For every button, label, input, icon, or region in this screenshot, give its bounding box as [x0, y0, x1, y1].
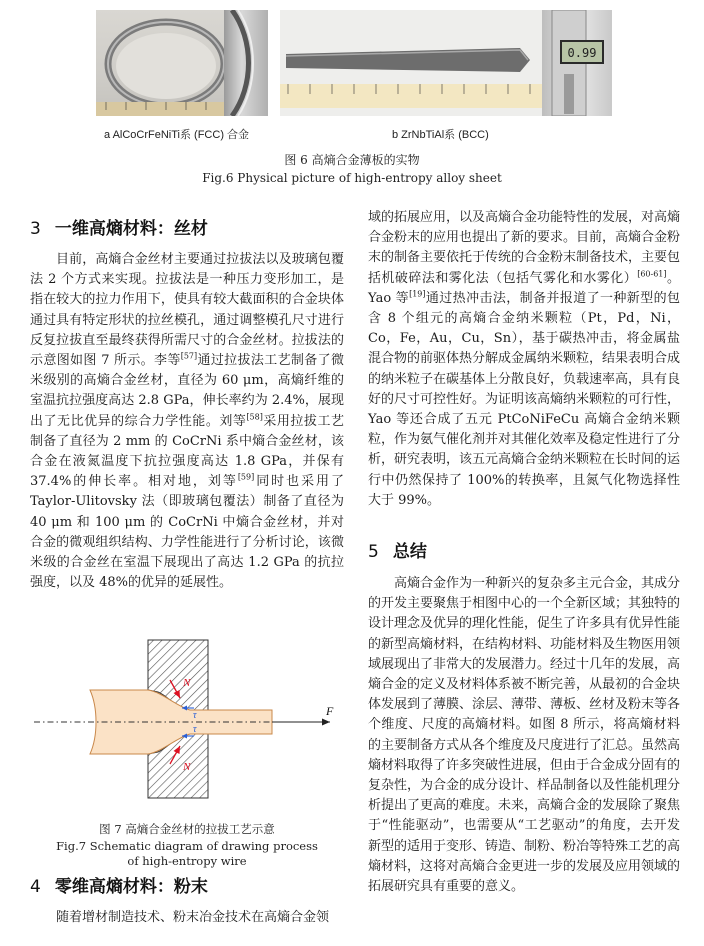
section-4-body	[30, 908, 344, 928]
section-5-title: 总结	[392, 542, 427, 562]
label-tau-bottom: τ	[193, 724, 197, 735]
sheet-edge-illustration	[224, 10, 268, 116]
citation-19: [19]	[409, 289, 426, 299]
label-tau-top: τ	[193, 710, 197, 721]
label-F: F	[326, 704, 334, 718]
citation-60-61: [60-61]	[637, 269, 667, 279]
label-N-bottom: N	[183, 761, 191, 773]
section-3-heading	[30, 214, 208, 239]
section-3-title: 一维高熵材料：丝材	[54, 219, 208, 239]
text-run: 通过热冲击法，制备并报道了一种新型的包含 8 个组元的高熵合金纳米颗粒（Pt，Pd，Ni，Co，Fe，Au，Cu，Sn），基于碳热冲击，将金属盐混合物的前驱体热分解成金属纳米颗粒，结果表明合成的纳米粒子在碳基体上分散良好，负载速率高，具有良好的尺寸可控性好。为证明该高熵纳米颗粒的可行性，Yao 等还合成了五元 PtCoNiFeCu 高熵合金纳米颗粒，作为氨气催化剂并对其催化效率及稳定性进行了分析，研究表明，该五元高熵合金纳米颗粒在长时间的运行中仍然保持了 100%的转换率，且氮气化物选择性大于 99%。	[368, 290, 681, 508]
section-5-paragraph: 高熵合金作为一种新兴的复杂多主元合金，其成分的开发主要聚焦于相图中心的一个全新区域；其独特的设计理念及优异的理化性能，促生了许多具有优异性能的新型高熵材料，在结构材料、功能材料及生物医用领域展现出了非常大的发展潜力。经过十几年的发展，高熵合金的定义及材料体系被不断完善，从最初的合金块体发展到了薄膜、涂层、薄带、薄板、丝材及粉末等各个维度、尺度的高熵材料。如图 8 所示，将高熵材料的主要制备方式从各个维度及尺度进行了汇总。虽然高熵材料取得了许多突破性进展，但由于合金成分固有的复杂性，为合金的成分设计、样品制备以及性能机理分析提出了更高的难度。未来，高熵合金的发展除了聚焦于“性能驱动”，也需要从“工艺驱动”的角度，去开发新型的适用于变形、铸造、制粉、粉冶等特殊工艺的高熵材料，这将对高熵合金更进一步的发展及应用领域的拓展研究具有重要的意义。	[368, 576, 681, 895]
section-5-body	[368, 574, 680, 897]
citation-58: [58]	[246, 412, 263, 422]
fig7-caption-en-line2: of high-entropy wire	[127, 854, 247, 868]
label-N-top: N	[183, 677, 191, 689]
flat-strip-illustration	[280, 10, 542, 116]
fig6-caption-cn: 图 6 高熵合金薄板的实物	[284, 153, 420, 167]
section-5-number: 5	[368, 542, 379, 562]
fig6-subcaption-b: b ZrNbTiAl系 (BCC)	[392, 129, 489, 141]
text-run: 同时也采用了 Taylor-Ulitovsky 法（即玻璃包覆法）制备了直径为 40 μm 和 100 μm 的 CoCrNi 中熵合金丝材，并对合金的微观组织结构、力学性能进行了分析讨论，该微米级的合金丝在室温下展现出了高达 1.2 GPa 的抗拉强度，以及 48%的优异的延展性。	[30, 474, 344, 591]
section-4-paragraph-continued	[368, 208, 680, 511]
photo-caliper	[542, 10, 612, 116]
fig7-caption-cn: 图 7 高熵合金丝材的拉拔工艺示意	[99, 822, 275, 836]
citation-57: [57]	[180, 351, 198, 361]
fig6-caption-en: Fig.6 Physical picture of high-entropy alloy sheet	[202, 171, 502, 185]
section-3-number: 3	[30, 219, 41, 239]
photo-flat-strip	[280, 10, 542, 116]
section-4-heading	[30, 872, 208, 897]
text-run: 目前，高熵合金丝材主要通过拉拔法以及玻璃包覆法 2 个方式来实现。拉拔法是一种压力变形加工，是指在较大的拉力作用下，使具有较大截面积的合金块体通过具有特定形状的拉丝模孔，通过调整模孔尺寸进行反复拉拔直至最终获得所需尺寸的合金丝材。拉拔法的示意图如图 7 所示。李等	[30, 252, 344, 369]
section-3-paragraph	[30, 250, 344, 593]
caliper-illustration	[542, 10, 612, 116]
fig7-drawing-schematic	[30, 636, 344, 806]
section-4-title: 零维高熵材料：粉末	[54, 877, 208, 897]
text-run: 域的拓展应用，以及高熵合金功能特性的发展，对高熵合金粉末的应用也提出了新的要求。目前，高熵合金粉末的制备主要依托于传统的合金粉末制备技术，主要包括机破碎法和雾化法（包括气雾化和水雾化）	[368, 210, 681, 286]
fig6-subcaption-a: a AlCoCrFeNiTi系 (FCC) 合金	[104, 129, 250, 141]
section-4-paragraph-start: 随着增材制造技术、粉末冶金技术在高熵合金领	[56, 910, 330, 925]
citation-59: [59]	[237, 472, 255, 482]
right-column-continued	[368, 208, 680, 511]
text-run: 通过拉拔法工艺制备了微米级别的高熵合金丝材，直径为 60 μm，高熵纤维的室温抗拉强度高达 2.8 GPa，伸长率约为 2.4%，展现出了无比优异的综合力学性能。刘等	[30, 353, 344, 429]
section-4-number: 4	[30, 877, 41, 897]
force-arrow	[322, 719, 330, 726]
section-3-body	[30, 250, 344, 593]
photo-sheet-edge	[224, 10, 268, 116]
text-run: 采用拉拔工艺制备了直径为 2 mm 的 CoCrNi 系中熵合金丝材，该合金在液氮温度下抗拉强度高达 1.8 GPa，并保有 37.4%的伸长率。相对地，刘等	[30, 413, 344, 490]
fig7-caption-en-line1: Fig.7 Schematic diagram of drawing process	[56, 839, 318, 853]
section-5-heading	[368, 537, 427, 562]
text-run: 。Yao 等	[368, 270, 680, 306]
caliper-reading: 0.99	[567, 46, 597, 60]
